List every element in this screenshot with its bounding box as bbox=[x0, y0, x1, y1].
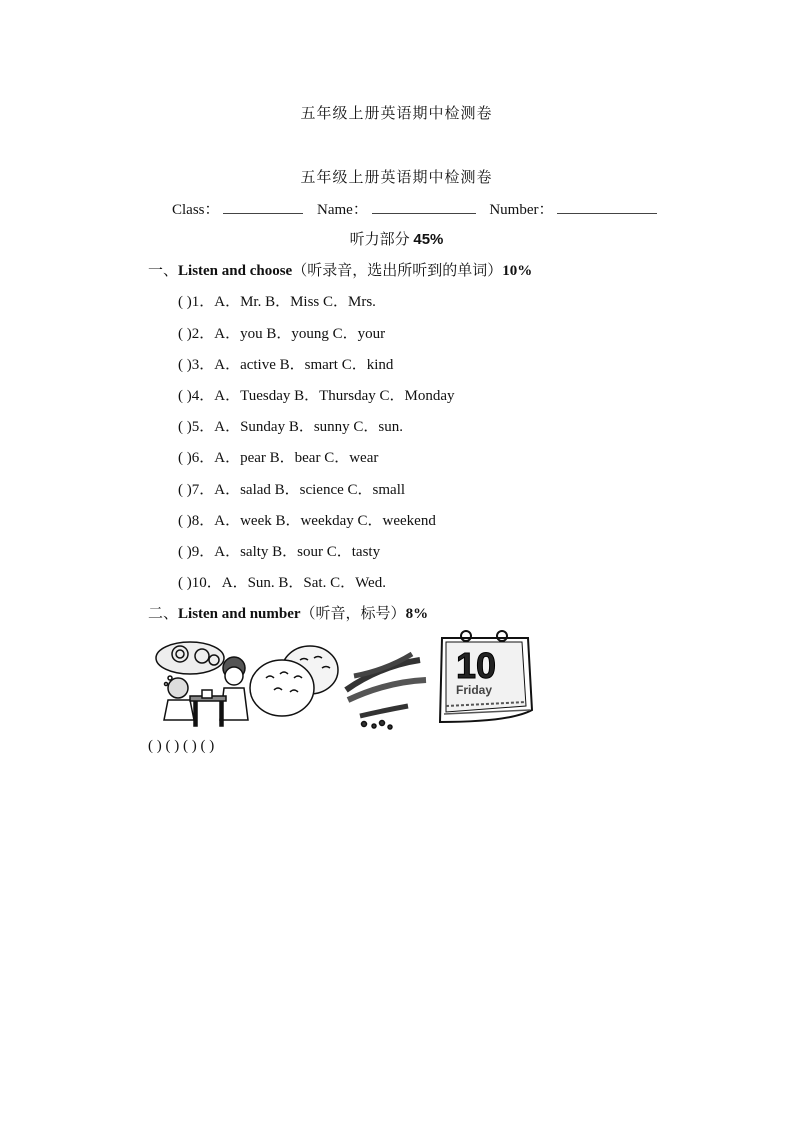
family-dinner-picture bbox=[156, 642, 248, 726]
question-10: ( )10．A．Sun. B．Sat. C．Wed. bbox=[178, 575, 386, 591]
section2-score: 8% bbox=[405, 606, 429, 622]
question-4: ( )4．A．Tuesday B．Thursday C．Monday bbox=[178, 388, 455, 404]
listening-part-label: 听力部分 bbox=[349, 232, 410, 248]
name-label: Name： bbox=[317, 202, 368, 218]
listening-part-heading bbox=[0, 228, 793, 249]
question-7: ( )7．A．salad B．science C．small bbox=[178, 482, 406, 498]
name-blank[interactable] bbox=[372, 199, 476, 214]
section1-score: 10% bbox=[502, 263, 533, 279]
section2-instruction: （听音，标号） bbox=[300, 606, 406, 622]
number-label: Number： bbox=[489, 202, 554, 218]
bread-picture bbox=[250, 646, 338, 716]
question-8: ( )8．A．week B．weekday C．weekend bbox=[178, 513, 436, 529]
section1-heading bbox=[148, 259, 532, 280]
question-3: ( )3．A．active B．smart C．kind bbox=[178, 357, 394, 373]
section1-title: Listen and choose bbox=[178, 263, 293, 279]
question-5: ( )5．A．Sunday B．sunny C．sun. bbox=[178, 419, 404, 435]
section1-prefix: 一、 bbox=[148, 263, 179, 279]
section1-instruction: （听录音，选出所听到的单词） bbox=[292, 263, 503, 279]
section2-heading bbox=[148, 602, 428, 623]
page-title: 五年级上册英语期中检测卷 bbox=[300, 106, 493, 122]
beans-picture bbox=[346, 654, 426, 729]
exam-title: 五年级上册英语期中检测卷 bbox=[300, 170, 493, 186]
question-6: ( )6．A．pear B．bear C．wear bbox=[178, 450, 379, 466]
question-9: ( )9．A．salty B．sour C．tasty bbox=[178, 544, 381, 560]
student-info bbox=[172, 198, 667, 219]
question-1: ( )1．A．Mr. B．Miss C．Mrs. bbox=[178, 294, 376, 310]
section2-title: Listen and number bbox=[178, 606, 301, 622]
calendar-weekday: Friday bbox=[456, 683, 493, 697]
number-blank[interactable] bbox=[557, 199, 657, 214]
class-label: Class： bbox=[172, 202, 220, 218]
calendar-picture bbox=[440, 631, 532, 722]
section2-answer-blanks[interactable]: ( ) ( ) ( ) ( ) bbox=[148, 738, 215, 754]
picture-strip bbox=[150, 630, 540, 730]
calendar-day: 10 bbox=[456, 645, 497, 686]
listening-part-score: 45% bbox=[413, 231, 444, 248]
section2-prefix: 二、 bbox=[148, 606, 179, 622]
question-2: ( )2．A．you B．young C．your bbox=[178, 326, 386, 342]
class-blank[interactable] bbox=[223, 199, 303, 214]
